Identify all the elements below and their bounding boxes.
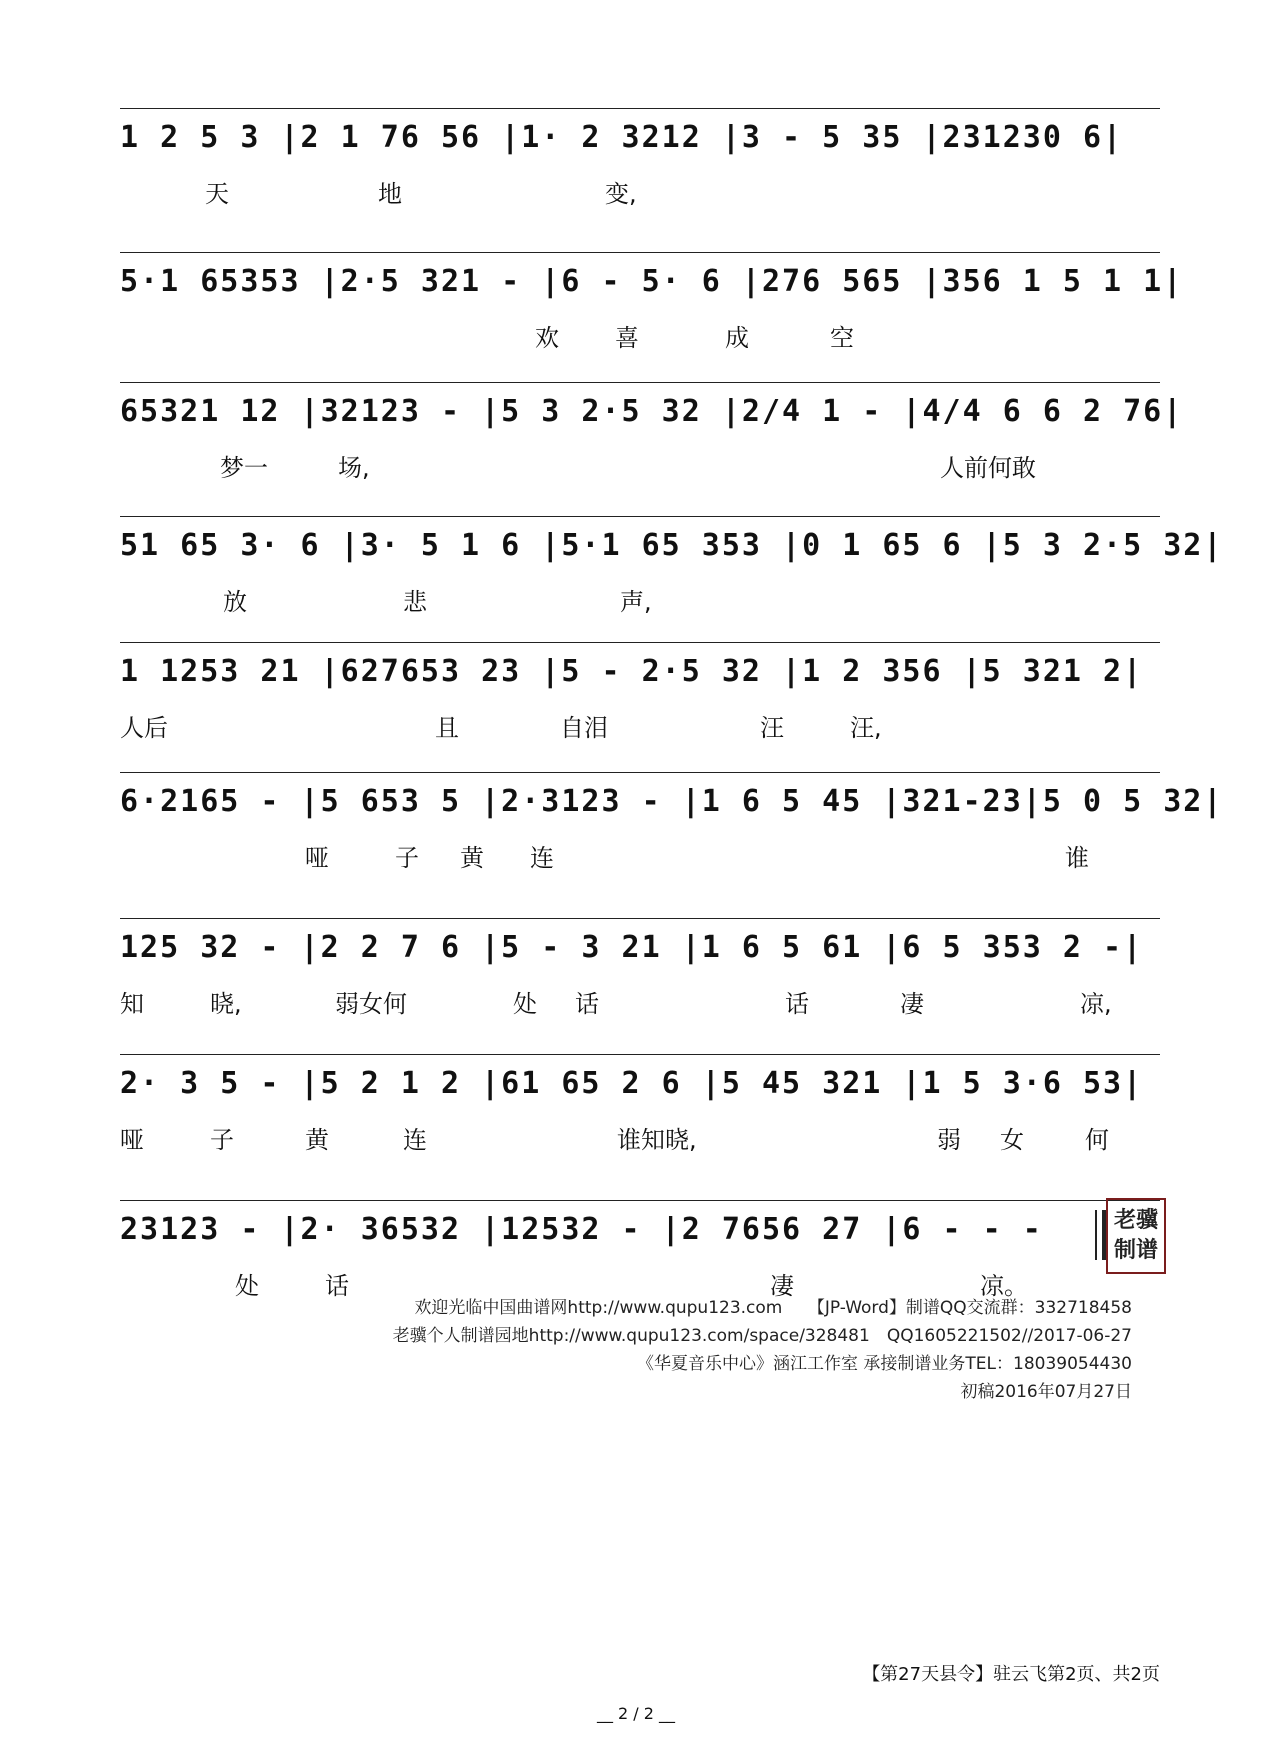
lyric-syllable: 哑	[120, 1126, 144, 1154]
lyric-syllable: 晓,	[210, 990, 242, 1018]
lyrics-line	[120, 576, 1160, 616]
lyric-syllable: 黄	[305, 1126, 329, 1154]
lyric-syllable: 话	[785, 990, 809, 1018]
lyric-syllable: 哑	[305, 844, 329, 872]
footer-line-2: 老骥个人制谱园地http://www.qupu123.com/space/328481 QQ1605221502//2017-06-27	[392, 1326, 1132, 1346]
lyric-syllable: 场,	[338, 454, 370, 482]
lyric-syllable: 凉,	[1080, 990, 1112, 1018]
lyrics-line	[120, 168, 1160, 208]
footer-line-3: 《华夏音乐中心》涵江工作室 承接制谱业务TEL：18039054430	[637, 1354, 1132, 1374]
lyric-syllable: 凄	[900, 990, 924, 1018]
lyric-syllable: 且	[435, 714, 459, 742]
lyric-syllable: 自泪	[560, 714, 608, 742]
notation-line: 65321 12 |32123 - |5 3 2·5 32 |2/4 1 - |4/4 6 6 2 76|	[120, 394, 1184, 429]
lyric-syllable: 谁	[1065, 844, 1089, 872]
lyric-syllable: 汪	[760, 714, 784, 742]
lyric-syllable: 子	[395, 844, 419, 872]
lyric-syllable: 处	[235, 1272, 259, 1300]
lyric-syllable: 人后	[120, 714, 168, 742]
lyrics-line	[120, 702, 1160, 742]
notation-line: 1 2 5 3 |2 1 76 56 |1· 2 3212 |3 - 5 35 |231230 6|	[120, 120, 1124, 155]
score-system	[120, 918, 1160, 1018]
notation-line: 6·2165 - |5 653 5 |2·3123 - |1 6 5 45 |321-23|5 0 5 32|	[120, 784, 1224, 819]
notation-line: 2· 3 5 - |5 2 1 2 |61 65 2 6 |5 45 321 |1 5 3·6 53|	[120, 1066, 1144, 1101]
lyrics-line	[120, 1114, 1160, 1154]
score-system	[120, 1054, 1160, 1154]
lyric-syllable: 地	[378, 180, 402, 208]
lyrics-line	[120, 442, 1160, 482]
lyric-syllable: 黄	[460, 844, 484, 872]
notation-line: 51 65 3· 6 |3· 5 1 6 |5·1 65 353 |0 1 65 6 |5 3 2·5 32|	[120, 528, 1224, 563]
score-system	[120, 252, 1184, 352]
footer-line-4: 初稿2016年07月27日	[960, 1382, 1132, 1402]
lyric-syllable: 处	[513, 990, 537, 1018]
lyric-syllable: 汪,	[850, 714, 882, 742]
lyric-syllable: 连	[403, 1126, 427, 1154]
notation-line: 125 32 - |2 2 7 6 |5 - 3 21 |1 6 5 61 |6 5 353 2 -|	[120, 930, 1144, 965]
lyric-syllable: 弱女何	[335, 990, 407, 1018]
footer-line-1: 欢迎光临中国曲谱网http://www.qupu123.com 【JP-Word】制谱QQ交流群：332718458	[414, 1298, 1132, 1318]
lyric-syllable: 女	[1000, 1126, 1024, 1154]
footer-credits	[393, 1294, 1132, 1406]
score-system	[120, 382, 1184, 482]
lyric-syllable: 凉。	[980, 1272, 1028, 1300]
score-system	[120, 108, 1160, 208]
lyric-syllable: 何	[1085, 1126, 1109, 1154]
lyric-syllable: 话	[575, 990, 599, 1018]
lyric-syllable: 成	[725, 324, 749, 352]
lyric-syllable: 谁知晓,	[617, 1126, 697, 1154]
lyric-syllable: 声,	[620, 588, 652, 616]
lyric-syllable: 梦一	[220, 454, 268, 482]
notation-line: 5·1 65353 |2·5 321 - |6 - 5· 6 |276 565 |356 1 5 1 1|	[120, 264, 1184, 299]
lyric-syllable: 欢	[535, 324, 559, 352]
score-system	[120, 642, 1160, 742]
score-system	[120, 516, 1224, 616]
lyrics-line	[120, 978, 1160, 1018]
lyric-syllable: 天	[205, 180, 229, 208]
lyrics-line	[120, 312, 1160, 352]
notation-line: 1 1253 21 |627653 23 |5 - 2·5 32 |1 2 356 |5 321 2|	[120, 654, 1144, 689]
lyric-syllable: 知	[120, 990, 144, 1018]
lyric-syllable: 放	[223, 588, 247, 616]
lyric-syllable: 凄	[770, 1272, 794, 1300]
stamp-line1: 老骥	[1113, 1208, 1158, 1233]
lyric-syllable: 空	[830, 324, 854, 352]
lyric-syllable: 悲	[403, 588, 427, 616]
lyric-syllable: 子	[210, 1126, 234, 1154]
lyric-syllable: 连	[530, 844, 554, 872]
stamp-line2: 制谱	[1113, 1238, 1158, 1263]
composer-stamp	[1106, 1198, 1166, 1274]
score-system	[120, 772, 1224, 872]
lyric-syllable: 变,	[605, 180, 637, 208]
score-system	[120, 1200, 1160, 1300]
notation-line: 23123 - |2· 36532 |12532 - |2 7656 27 |6 - - -	[120, 1212, 1043, 1247]
page-info: 【第27天县令】驻云飞第2页、共2页	[862, 1664, 1160, 1685]
lyric-syllable: 话	[325, 1272, 349, 1300]
lyric-syllable: 人前何敢	[940, 454, 1036, 482]
lyrics-line	[120, 832, 1160, 872]
page-number: __ 2 / 2 __	[596, 1704, 676, 1723]
lyric-syllable: 喜	[615, 324, 639, 352]
lyric-syllable: 弱	[937, 1126, 961, 1154]
